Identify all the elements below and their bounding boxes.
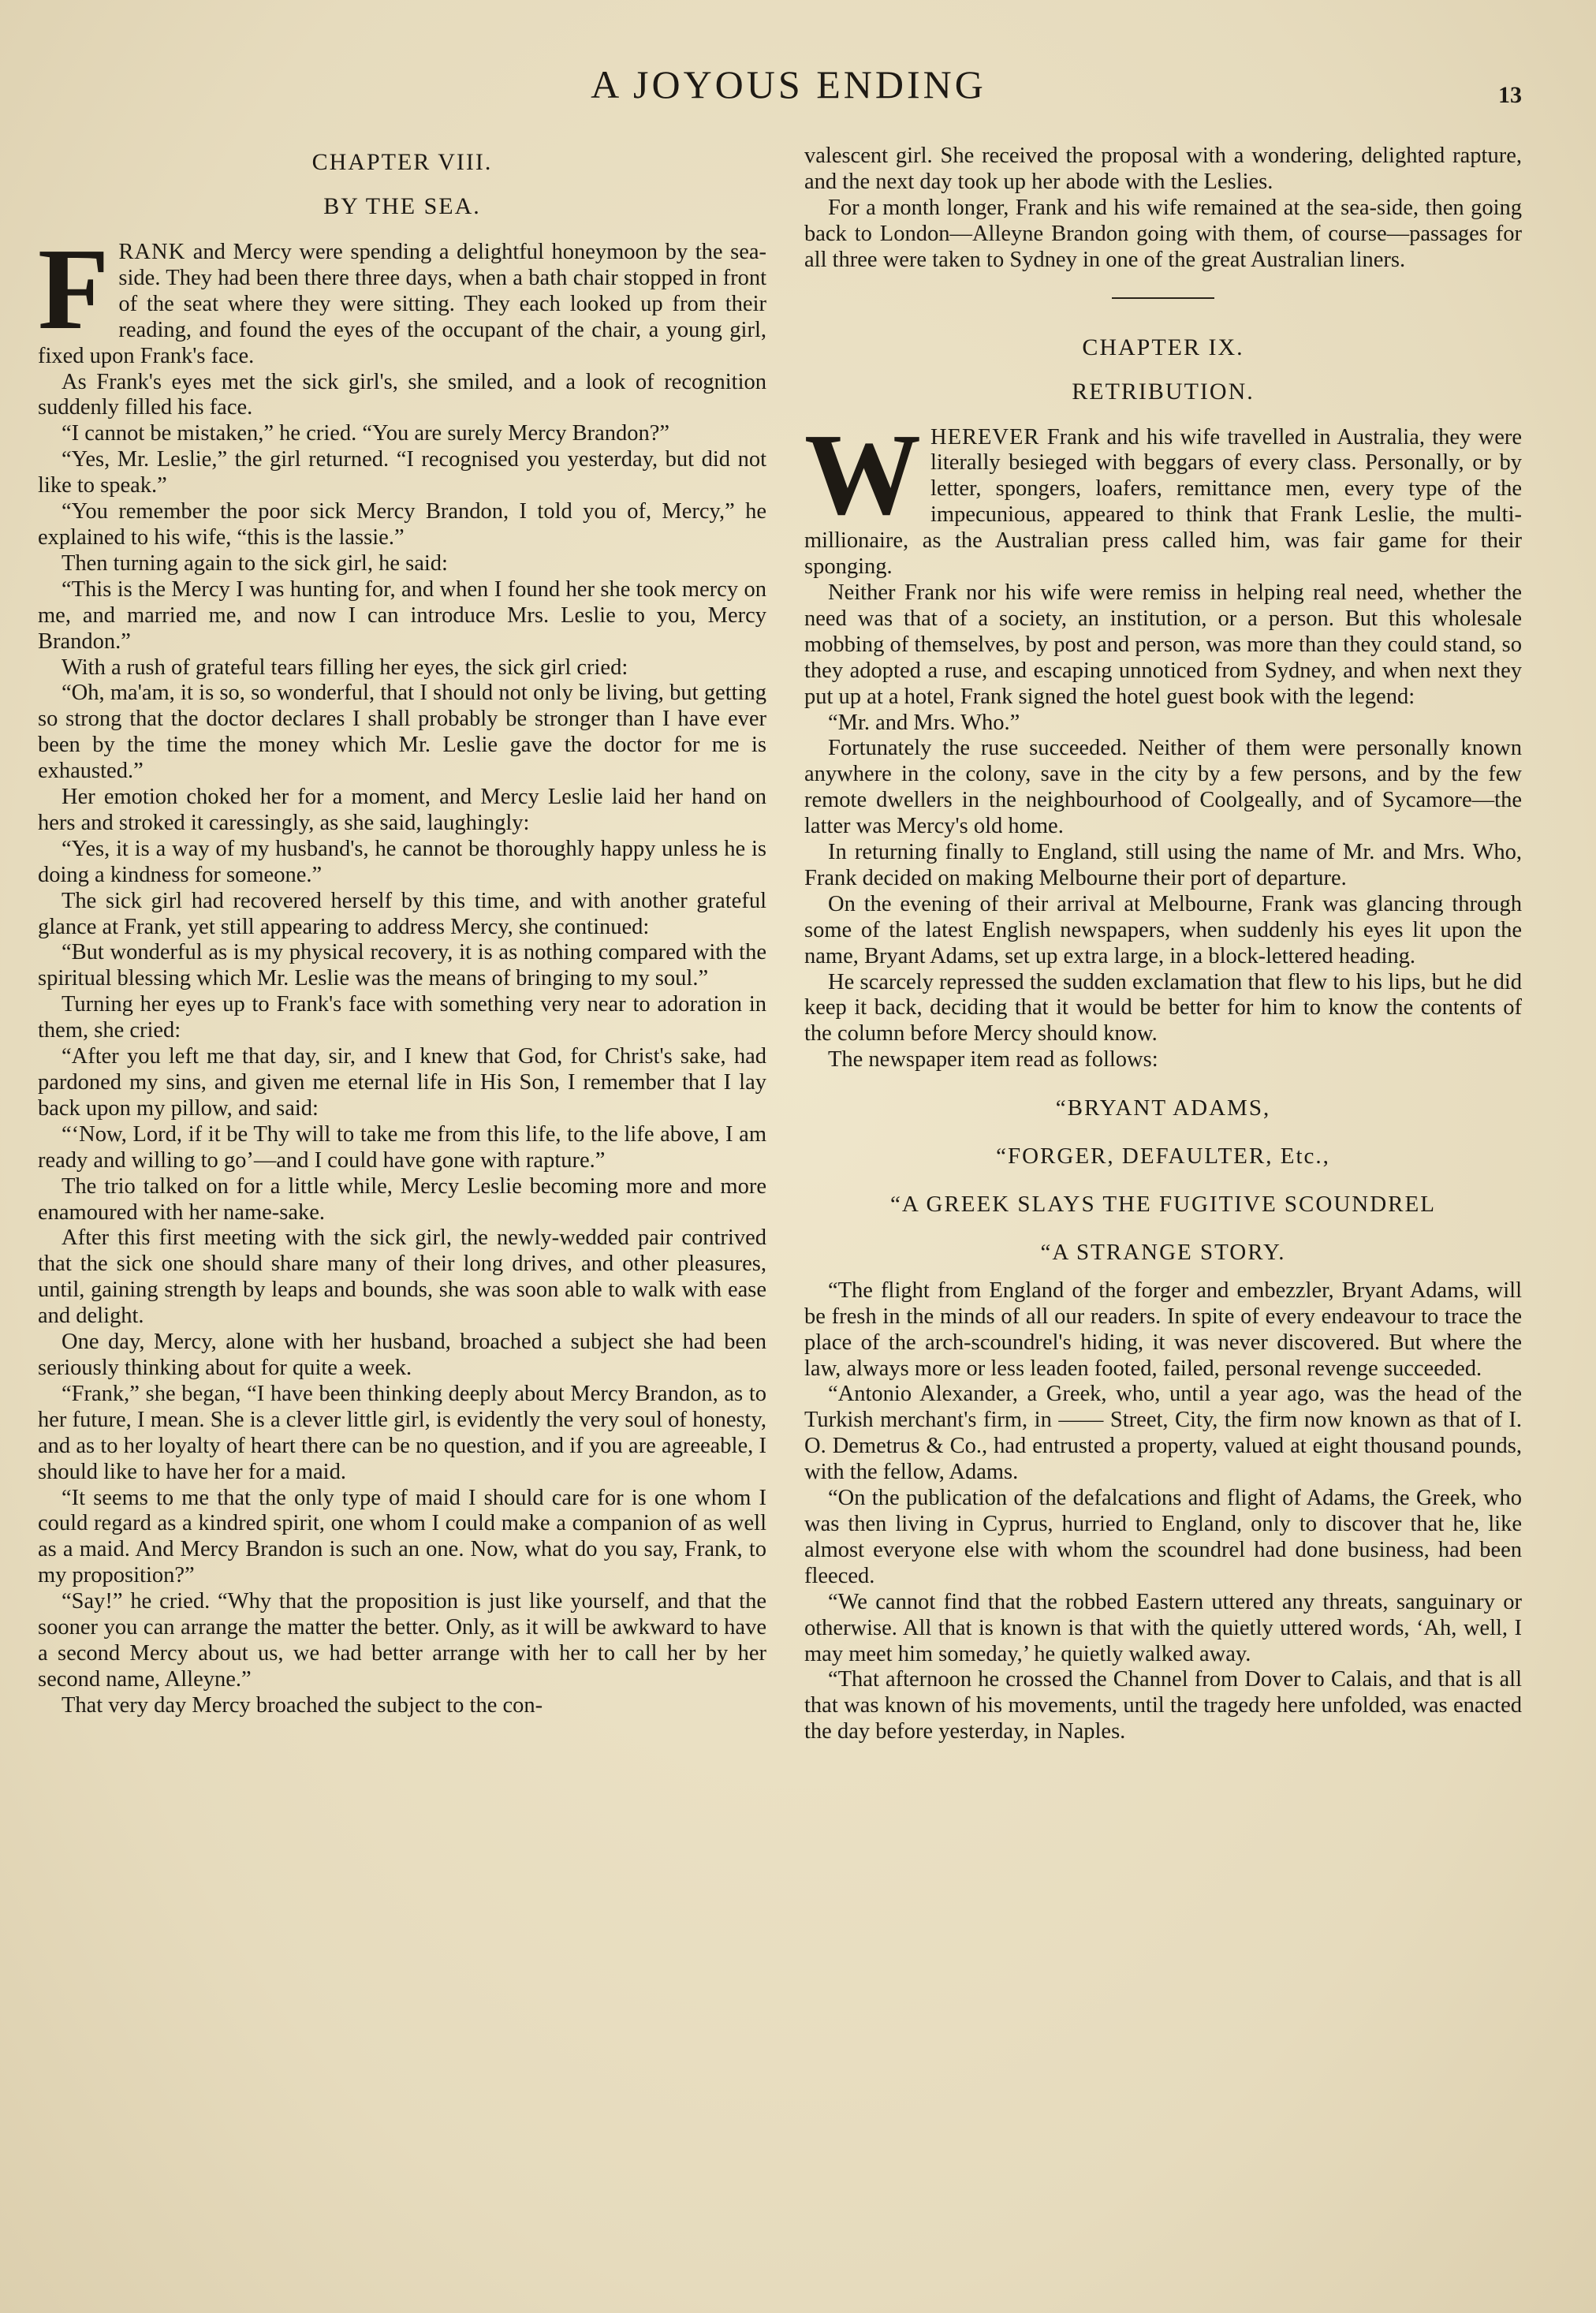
left-column — [38, 144, 766, 1719]
paragraph: Neither Frank nor his wife were remiss in helping real need, whether the need was that of a society, an institution, or a person. But this wholesale mobbing of themselves, by post and person, was more than they could stand, so they adopted a ruse, and escaping unnoticed from Sydney, and when next they put up at a hotel, Frank signed the hotel guest book with the legend: — [804, 580, 1522, 709]
paragraph: Then turning again to the sick girl, he said: — [62, 550, 448, 576]
opening-text: and Mercy were spending a delightful honeymoon by the sea-side. They had been there three days, when a bath chair stopped in front of the seat where they were sitting. They each looked up from their reading, and found the eyes of the occupant of the chair, a young girl, fixed upon Frank's face. — [38, 240, 766, 368]
newspaper-headline: “FORGER, DEFAULTER, Etc., — [996, 1143, 1330, 1170]
paragraph: “Yes, Mr. Leslie,” the girl returned. “I recognised you yesterday, but did not like to speak.” — [38, 447, 766, 498]
paragraph: valescent girl. She received the proposal with a wondering, delighted rapture, and the next day took up her abode with the Leslies. — [804, 144, 1522, 194]
article-paragraph: “We cannot find that the robbed Eastern uttered any threats, sanguinary or otherwise. All that is known is that with the quietly uttered words, ‘Ah, well, I may meet him someday,’ he quietly walked away. — [804, 1589, 1522, 1666]
opening-paragraph — [38, 225, 766, 370]
paragraph: “I cannot be mistaken,” he cried. “You are surely Mercy Brandon?” — [62, 421, 670, 446]
chapter-title: RETRIBUTION. — [1072, 378, 1255, 405]
drop-cap: F — [38, 225, 110, 354]
paragraph: “Say!” he cried. “Why that the proposition is just like yourself, and that the sooner you can arrange the matter the better. Only, as it will be awkward to have a second Mercy about us, we had better arrange with her to call her by her second name, Alleyne.” — [38, 1589, 766, 1692]
paragraph: The trio talked on for a little while, Mercy Leslie becoming more and more enamoured with her name-sake. — [38, 1173, 766, 1225]
paragraph: The newspaper item read as follows: — [828, 1047, 1158, 1073]
drop-cap: W — [804, 409, 921, 539]
paragraph: That very day Mercy broached the subject to the con- — [62, 1692, 543, 1718]
running-title: A JOYOUS ENDING — [591, 62, 986, 106]
paragraph: “Oh, ma'am, it is so, so wonderful, that I should not only be living, but getting so strong that the doctor declares I shall probably be stronger than I have ever been by the time the money which Mr. Leslie gave the doctor for me is exhausted.” — [38, 681, 766, 784]
paragraph: The sick girl had recovered herself by this time, and with another grateful glance at Frank, yet still appearing to address Mercy, she continued: — [38, 888, 766, 939]
article-paragraph: “That afternoon he crossed the Channel from Dover to Calais, and that is all that was known of his movements, until the tragedy here unfolded, was enacted the day before yesterday, in Naples. — [804, 1667, 1522, 1744]
chapter-heading: CHAPTER IX. — [1082, 334, 1244, 360]
paragraph: “Frank,” she began, “I have been thinking deeply about Mercy Brandon, as to her future, I mean. She is a clever little girl, is evidently the very soul of honesty, and as to her loyalty of heart there can be no question, and if you are agreeable, I should like to have her for a maid. — [38, 1381, 766, 1484]
chapter-heading: CHAPTER VIII. — [311, 149, 493, 175]
newspaper-headline: “BRYANT ADAMS, — [1055, 1095, 1271, 1121]
paragraph: “This is the Mercy I was hunting for, and when I found her she took mercy on me, and married me, and now I can introduce Mrs. Leslie to you, Mercy Brandon.” — [38, 576, 766, 654]
paragraph: In returning finally to England, still using the name of Mr. and Mrs. Who, Frank decided on making Melbourne their port of departure. — [804, 840, 1522, 890]
opening-paragraph — [804, 409, 1522, 580]
paragraph: “It seems to me that the only type of maid I should care for is one whom I could regard as a kindred spirit, one whom I could make a companion of as well as a maid. And Mercy Brandon is such an one. Now, what do you say, Frank, to my proposition?” — [38, 1485, 766, 1588]
paragraph: For a month longer, Frank and his wife remained at the sea-side, then going back to London—Alleyne Brandon going with them, of course—passages for all three were taken to Sydney in one of the great Australian liners. — [804, 195, 1522, 272]
paragraph: One day, Mercy, alone with her husband, broached a subject she had been seriously thinking about for quite a week. — [38, 1330, 766, 1380]
paragraph: “Mr. and Mrs. Who.” — [828, 710, 1020, 735]
paragraph: With a rush of grateful tears filling her eyes, the sick girl cried: — [62, 655, 628, 680]
opening-smallcaps: HEREVER — [930, 424, 1040, 450]
article-paragraph: “On the publication of the defalcations and flight of Adams, the Greek, who was then living in Cyprus, hurried to England, only to discover that he, like almost everyone else with whom the scoundrel had done business, had been fleeced. — [804, 1486, 1522, 1588]
opening-text: Frank and his wife travelled in Australia, they were literally besieged with beggars of every class. Personally, or by letter, spongers, loafers, remittance men, every type of the impecunious, appeared to think that Frank Leslie, the multi-millionaire, as the Australian press called him, was fair game for their sponging. — [804, 424, 1522, 580]
newspaper-headline: “A GREEK SLAYS THE FUGITIVE SCOUNDREL — [890, 1192, 1436, 1217]
paragraph: “‘Now, Lord, if it be Thy will to take me from this life, to the life above, I am ready and willing to go’—and I could have gone with rapture.” — [38, 1121, 766, 1173]
paragraph: Her emotion choked her for a moment, and Mercy Leslie laid her hand on hers and stroked it caressingly, as she said, laughingly: — [38, 785, 766, 835]
section-divider — [1112, 297, 1214, 299]
paragraph: He scarcely repressed the sudden exclamation that flew to his lips, but he did keep it back, deciding that it would be better for him to know the contents of the column before Mercy should know. — [804, 969, 1522, 1046]
opening-smallcaps: RANK — [118, 240, 186, 264]
page-number: 13 — [1498, 82, 1522, 108]
paragraph: As Frank's eyes met the sick girl's, she smiled, and a look of recognition suddenly filled his face. — [38, 369, 766, 420]
paragraph: Turning her eyes up to Frank's face with something very near to adoration in them, she cried: — [38, 992, 766, 1043]
paragraph: “Yes, it is a way of my husband's, he cannot be thoroughly happy unless he is doing a kindness for someone.” — [38, 836, 766, 887]
paragraph: “After you left me that day, sir, and I knew that God, for Christ's sake, had pardoned my sins, and given me eternal life in His Son, I remember that I lay back upon my pillow, and said: — [38, 1044, 766, 1121]
paragraph: “You remember the poor sick Mercy Brandon, I told you of, Mercy,” he explained to his wife, “this is the lassie.” — [38, 499, 766, 550]
paragraph: After this first meeting with the sick girl, the newly-wedded pair contrived that the sick one should share many of their long drives, and other pleasures, until, gaining strength by leaps and bounds, she was soon able to walk with ease and delight. — [38, 1226, 766, 1329]
right-column — [804, 144, 1522, 1745]
article-paragraph: “Antonio Alexander, a Greek, who, until a year ago, was the head of the Turkish merchant's firm, in —— Street, City, the firm now known as that of I. O. Demetrus & Co., had entrusted a property, valued at eight thousand pounds, with the fellow, Adams. — [804, 1382, 1522, 1485]
chapter-title: BY THE SEA. — [323, 193, 481, 219]
paragraph: Fortunately the ruse succeeded. Neither of them were personally known anywhere in the colony, save in the city by a few persons, and by the few remote dwellers in the neighbourhood of Coolgeally, and of Sycamore—the latter was Mercy's old home. — [804, 736, 1522, 839]
article-paragraph: “The flight from England of the forger and embezzler, Bryant Adams, will be fresh in the minds of all our readers. In spite of every endeavour to trace the place of the arch-scoundrel's hiding, it was never discovered. But where the law, always more or less leaden footed, failed, personal revenge succeeded. — [804, 1278, 1522, 1381]
paragraph: On the evening of their arrival at Melbourne, Frank was glancing through some of the latest English newspapers, when suddenly his eyes lit upon the name, Bryant Adams, set up extra large, in a block-lettered heading. — [804, 891, 1522, 968]
newspaper-headline: “A STRANGE STORY. — [1040, 1239, 1286, 1265]
paragraph: “But wonderful as is my physical recovery, it is as nothing compared with the spiritual blessing which Mr. Leslie was the means of bringing to my soul.” — [38, 940, 766, 991]
